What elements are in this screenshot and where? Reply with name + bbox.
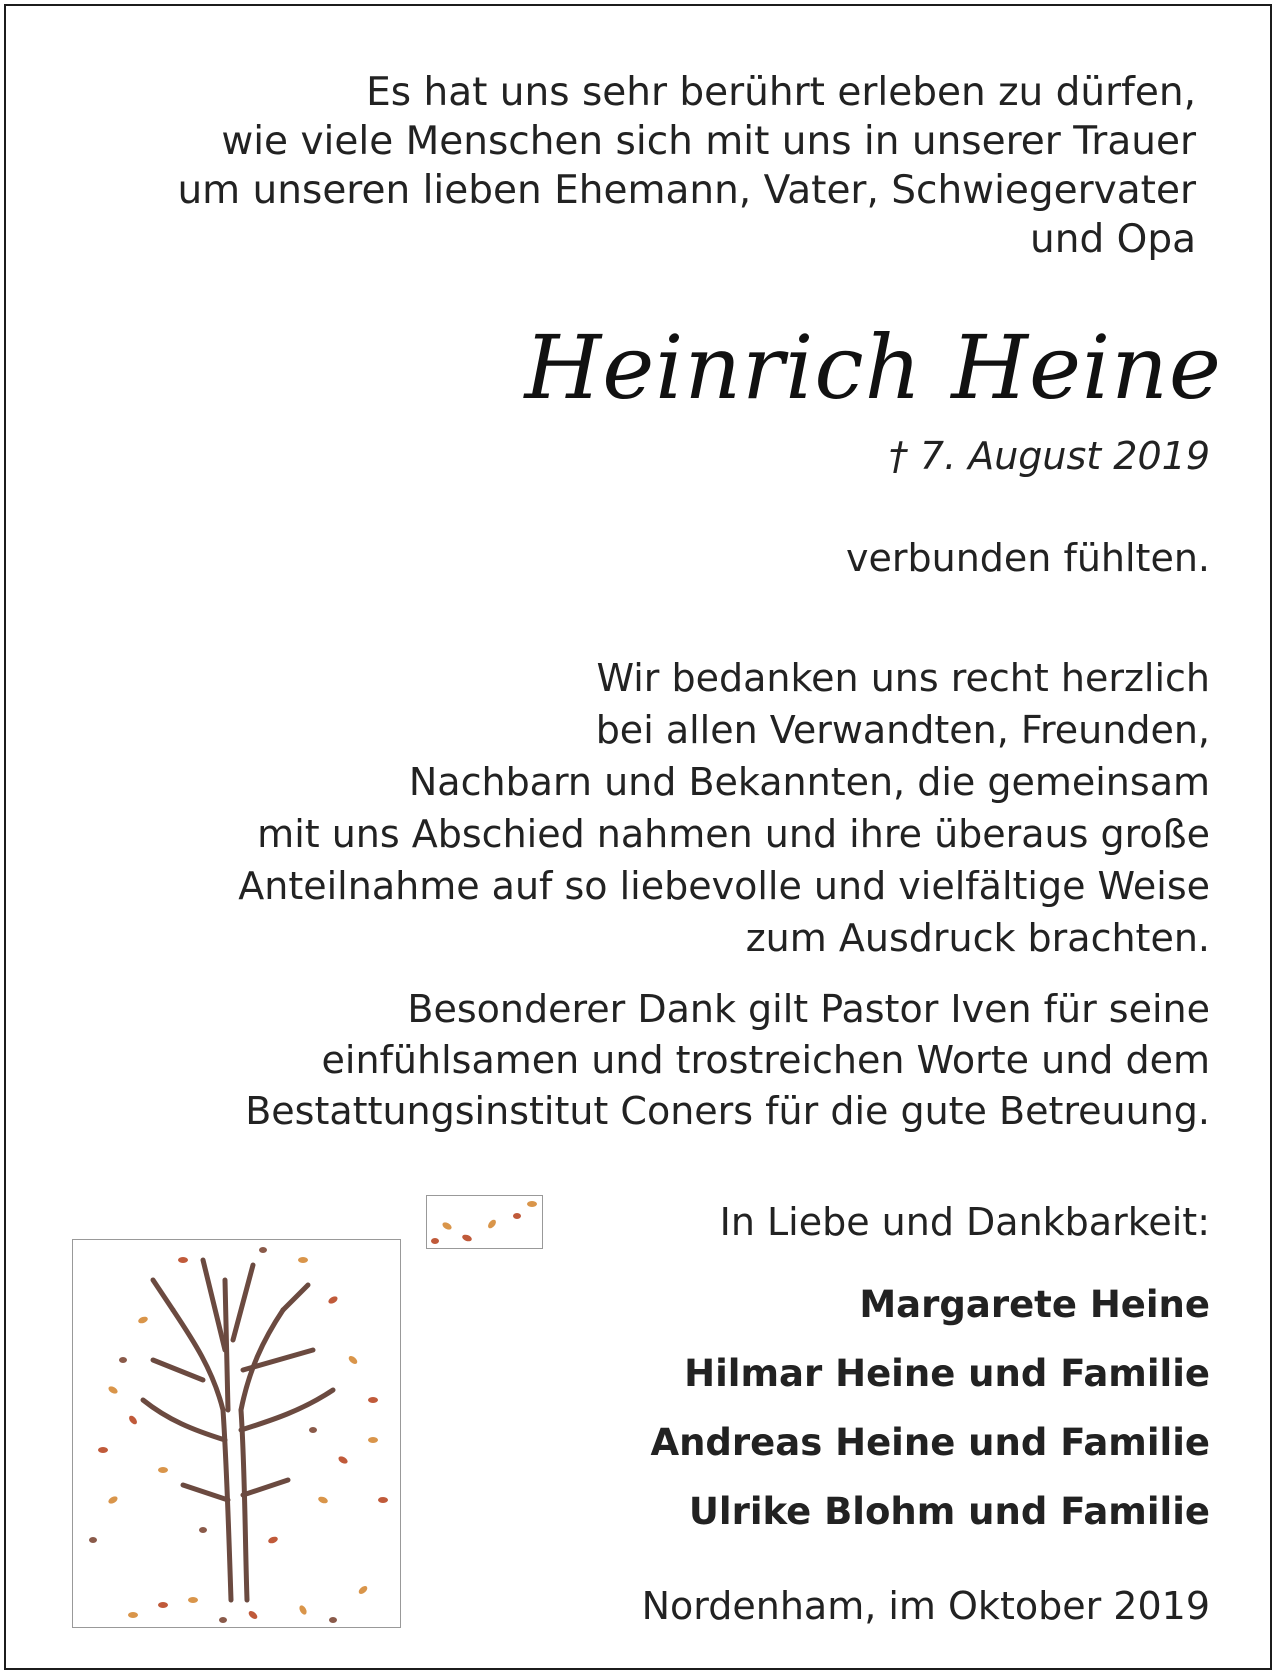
death-date: † 7. August 2019 <box>888 434 1210 478</box>
thanks-text: Wir bedanken uns recht herzlich bei allen Verwandten, Freunden, Nachbarn und Bekannten, die gemeinsam mit uns Abschied nahmen und ihre überaus große Anteilnahme auf so liebevolle und vielfältige Weise zum Ausdruck brachten. <box>238 656 1210 960</box>
mourner-name: Margarete Heine <box>859 1283 1210 1326</box>
mourner-name: Hilmar Heine und Familie <box>684 1352 1210 1395</box>
place-date: Nordenham, im Oktober 2019 <box>641 1584 1210 1628</box>
falling-leaves-image <box>426 1195 543 1249</box>
deceased-name: Heinrich Heine <box>524 316 1222 419</box>
mourner-name: Ulrike Blohm und Familie <box>688 1490 1210 1533</box>
autumn-tree-image <box>72 1239 401 1628</box>
intro-continuation: verbunden fühlten. <box>846 536 1210 580</box>
mourners-list <box>650 1270 1210 1546</box>
signoff-line: In Liebe und Dankbarkeit: <box>719 1200 1210 1244</box>
special-thanks-text: Besonderer Dank gilt Pastor Iven für seine einfühlsamen und trostreichen Worte und dem Bestattungsinstitut Coners für die gute Betreuung. <box>245 987 1210 1133</box>
intro-text: Es hat uns sehr berührt erleben zu dürfen, wie viele Menschen sich mit uns in unserer Trauer um unseren lieben Ehemann, Vater, Schwiegervater und Opa <box>177 70 1196 262</box>
mourner-name: Andreas Heine und Familie <box>650 1421 1210 1464</box>
